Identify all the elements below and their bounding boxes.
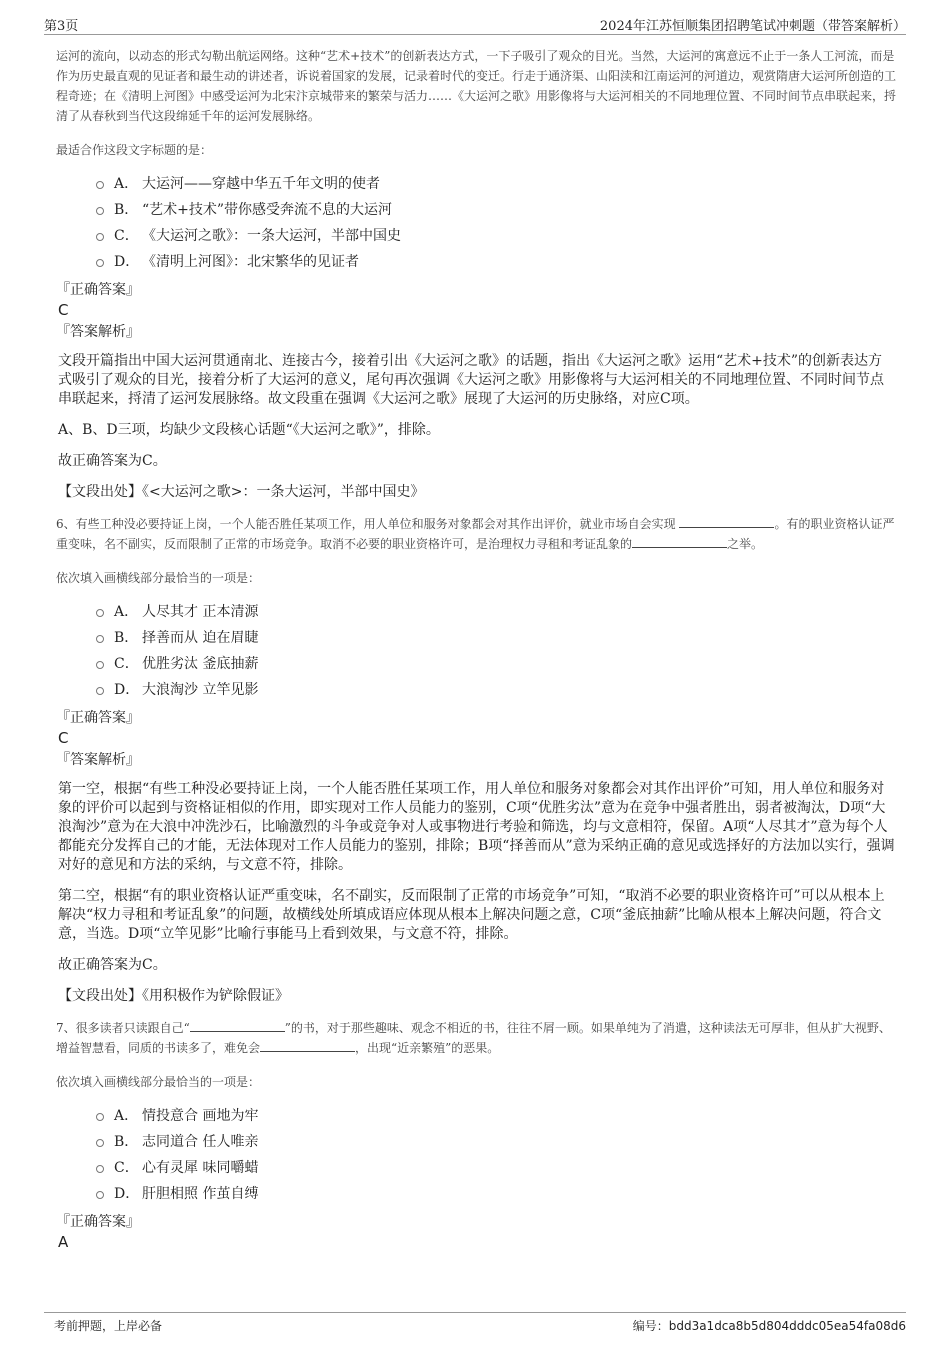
- q7-option-a[interactable]: A． 情投意合 画地为牢: [96, 1102, 896, 1128]
- q5-analysis-2: A、B、D三项，均缺少文段核心话题“《大运河之歌》”，排除。: [58, 422, 440, 438]
- q7-option-d[interactable]: D． 肝胆相照 作茧自缚: [96, 1180, 896, 1206]
- page-footer: [44, 1312, 906, 1337]
- q5-option-d[interactable]: D． 《清明上河图》：北宋繁华的见证者: [96, 248, 896, 274]
- q6-analysis-3: 故正确答案为C。: [58, 957, 167, 973]
- q7-prompt: 依次填入画横线部分最恰当的一项是：: [56, 1075, 261, 1089]
- q5-source: 【文段出处】《<大运河之歌>：一条大运河，半部中国史》: [58, 484, 425, 500]
- analysis-label: 『答案解析』: [56, 752, 140, 768]
- q6-option-a[interactable]: A． 人尽其才 正本清源: [96, 598, 896, 624]
- q6-analysis-1: 第一空，根据“有些工种没必要持证上岗，一个人能否胜任某项工作，用人单位和服务对象都会对其作出评价”可知，用人单位和服务对象的评价可以起到与资格证相似的作用，即实现对工作人员能力的鉴别，C项“优胜劣汰”意为在竞争中强者胜出，弱者被淘汰，D项“大浪淘沙”意为在大浪中冲洗沙石，比喻激烈的斗争或竞争对人或事物进行考验和筛选，均与文意相符，保留。A项“人尽其才”意为每个人都能充分发挥自己的才能，无法体现对工作人员能力的鉴别，排除；B项“择善而从”意为采纳正确的意见或选择好的方法加以实行，强调对好的意见和方法的采纳，与文意不符，排除。: [58, 781, 895, 873]
- q7-answer: A: [58, 1233, 69, 1251]
- document-code: 编号：bdd3a1dca8b5d804dddc05ea54fa08d6: [632, 1319, 906, 1333]
- radio-icon[interactable]: [96, 1165, 104, 1173]
- q5-options: [96, 170, 896, 274]
- q6-source: 【文段出处】《用积极作为铲除假证》: [58, 988, 289, 1004]
- q5-answer: C: [58, 301, 69, 319]
- fill-blank: [190, 1019, 285, 1032]
- q6-analysis-2: 第二空，根据“有的职业资格认证严重变味，名不副实，反而限制了正常的市场竞争”可知，“取消不必要的职业资格许可”可以从根本上解决“权力寻租和考证乱象”的问题，故横线处所填成语应体现从根本上解决问题之意，C项“釜底抽薪”比喻从根本上解决问题，符合文意，当选。D项“立竿见影”比喻行事能马上看到效果，与文意不符，排除。: [58, 888, 885, 942]
- analysis-label: 『答案解析』: [56, 324, 140, 340]
- q7-passage: 7、很多读者只读跟自己“ ”的书，对于那些趣味、观念不相近的书，往往不屑一顾。如果单纯为了消遣，这种读法无可厚非，但从扩大视野、增益智慧看，同质的书读多了，难免会 ，出现“近亲繁殖”的恶果。: [56, 1021, 891, 1055]
- q7-option-c[interactable]: C． 心有灵犀 味同嚼蜡: [96, 1154, 896, 1180]
- q6-prompt: 依次填入画横线部分最恰当的一项是：: [56, 571, 261, 585]
- radio-icon[interactable]: [96, 1191, 104, 1199]
- fill-blank: [679, 515, 774, 528]
- q6-answer: C: [58, 729, 69, 747]
- q5-option-c[interactable]: C． 《大运河之歌》：一条大运河，半部中国史: [96, 222, 896, 248]
- q6-option-b[interactable]: B． 择善而从 迫在眉睫: [96, 624, 896, 650]
- q5-option-b[interactable]: B． “艺术+技术”带你感受奔流不息的大运河: [96, 196, 896, 222]
- fill-blank: [260, 1039, 355, 1052]
- radio-icon[interactable]: [96, 1139, 104, 1147]
- radio-icon[interactable]: [96, 233, 104, 241]
- radio-icon[interactable]: [96, 661, 104, 669]
- q5-prompt: 最适合作这段文字标题的是：: [56, 143, 213, 157]
- question-5: [56, 46, 896, 502]
- page-number: 第3页: [44, 19, 79, 34]
- correct-answer-label: 『正确答案』: [56, 1214, 140, 1230]
- q6-options: [96, 598, 896, 702]
- fill-blank: [632, 535, 727, 548]
- radio-icon[interactable]: [96, 635, 104, 643]
- document-title: 2024年江苏恒顺集团招聘笔试冲刺题（带答案解析）: [599, 19, 906, 34]
- q5-analysis-1: 文段开篇指出中国大运河贯通南北、连接古今，接着引出《大运河之歌》的话题，指出《大运河之歌》运用“艺术+技术”的创新表达方式吸引了观众的目光，接着分析了大运河的意义，尾句再次强调《大运河之歌》用影像将与大运河相关的不同地理位置、不同时间节点串联起来，捋清了运河发展脉络。故文段重在强调《大运河之歌》展现了大运河的历史脉络，对应C项。: [58, 353, 884, 407]
- radio-icon[interactable]: [96, 207, 104, 215]
- q6-option-c[interactable]: C． 优胜劣汰 釜底抽薪: [96, 650, 896, 676]
- q6-option-d[interactable]: D． 大浪淘沙 立竿见影: [96, 676, 896, 702]
- q5-option-a[interactable]: A． 大运河——穿越中华五千年文明的使者: [96, 170, 896, 196]
- q5-analysis-3: 故正确答案为C。: [58, 453, 167, 469]
- page-header: [44, 12, 906, 35]
- correct-answer-label: 『正确答案』: [56, 282, 140, 298]
- correct-answer-label: 『正确答案』: [56, 710, 140, 726]
- question-7: [56, 1018, 896, 1252]
- q7-options: [96, 1102, 896, 1206]
- q5-passage: 运河的流向，以动态的形式勾勒出航运网络。这种“艺术+技术”的创新表达方式，一下子吸引了观众的目光。当然，大运河的寓意远不止于一条人工河流，而是作为历史最直观的见证者和最生动的讲述者，诉说着国家的发展，记录着时代的变迁。行走于通济渠、山阳渎和江南运河的河道边，观赏隋唐大运河所创造的工程奇迹；在《清明上河图》中感受运河为北宋汴京城带来的繁荣与活力……《大运河之歌》用影像将与大运河相关的不同地理位置、不同时间节点串联起来，捋清了从春秋到当代这段绵延千年的运河发展脉络。: [56, 49, 897, 123]
- radio-icon[interactable]: [96, 181, 104, 189]
- q6-passage: 6、有些工种没必要持证上岗，一个人能否胜任某项工作，用人单位和服务对象都会对其作出评价，就业市场自会实现 。有的职业资格认证严重变味，名不副实，反而限制了正常的市场竞争。取消不必要的职业资格许可，是治理权力寻租和考证乱象的 之举。: [56, 517, 895, 551]
- footer-slogan: 考前押题，上岸必备: [54, 1319, 163, 1333]
- radio-icon[interactable]: [96, 687, 104, 695]
- document-body: [56, 46, 896, 1254]
- radio-icon[interactable]: [96, 609, 104, 617]
- radio-icon[interactable]: [96, 259, 104, 267]
- q7-option-b[interactable]: B． 志同道合 任人唯亲: [96, 1128, 896, 1154]
- radio-icon[interactable]: [96, 1113, 104, 1121]
- question-6: [56, 514, 896, 1006]
